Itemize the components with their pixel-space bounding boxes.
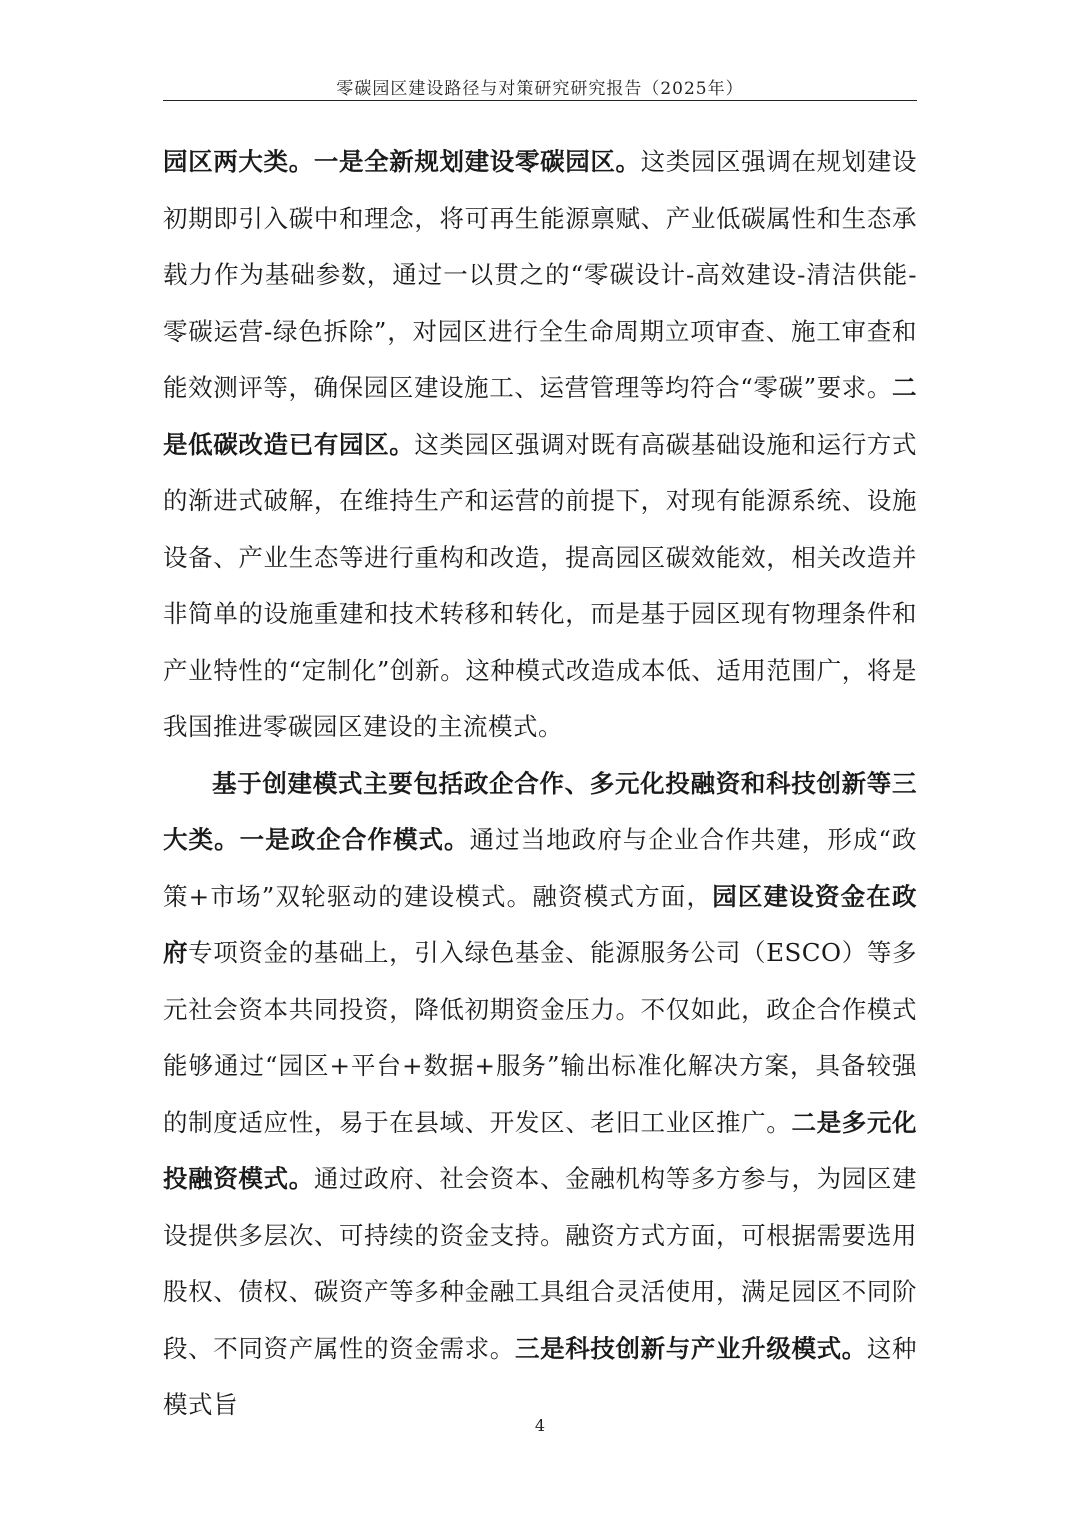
- page-header: 零碳园区建设路径与对策研究研究报告（2025年）: [336, 79, 744, 99]
- bold-text: 二是多元化投融资模式。: [163, 1107, 918, 1193]
- body-text: 通过政府、社会资本、金融机构等多方参与，为园区建设提供多层次、可持续的资金支持。融资方式方面，可根据需要选用股权、债权、碳资产等多种金融工具组合灵活使用，满足园区不同阶段、不同资产属性的资金需求。: [163, 1164, 917, 1363]
- bold-text: 基于创建模式主要包括政企合作、多元化投融资和科技创新等三大类。一是政企合作模式。: [163, 768, 917, 854]
- body-text: 这类园区强调对既有高碳基础设施和运行方式的渐进式破解，在维持生产和运营的前提下，对现有能源系统、设施设备、产业生态等进行重构和改造，提高园区碳效能效，相关改造并非简单的设施重建和技术转移和转化，而是基于园区现有物理条件和产业特性的“定制化”创新。这种模式改造成本低、适用范围广，将是我国推进零碳园区建设的主流模式。: [163, 429, 918, 741]
- bold-text: 园区两大类。一是全新规划建设零碳园区。: [163, 147, 641, 176]
- document-body: [163, 134, 917, 1434]
- bold-text: 三是科技创新与产业升级模式。: [514, 1333, 867, 1363]
- body-text: 专项资金的基础上，引入绿色基金、能源服务公司（ESCO）等多元社会资本共同投资，降低初期资金压力。不仅如此，政企合作模式能够通过“园区+平台+数据+服务”输出标准化解决方案，具备较强的制度适应性，易于在县域、开发区、老旧工业区推广。: [163, 938, 918, 1137]
- bold-text: 园区建设资金在政府: [163, 881, 917, 967]
- body-text: 这类园区强调在规划建设初期即引入碳中和理念，将可再生能源禀赋、产业低碳属性和生态承载力作为基础参数，通过一以贯之的“零碳设计-高效建设-清洁供能-零碳运营-绿色拆除”，对园区进行全生命周期立项审查、施工审查和能效测评等，确保园区建设施工、运营管理等均符合“零碳”要求。: [163, 147, 918, 402]
- bold-text: 二是低碳改造已有园区。: [163, 373, 917, 459]
- paragraph-creation-modes: [163, 756, 917, 1434]
- page-number: 4: [534, 1416, 546, 1435]
- paragraph-park-types: [163, 134, 917, 756]
- body-text: 这种模式旨: [163, 1333, 918, 1419]
- header-rule: [163, 100, 917, 101]
- body-text: 通过当地政府与企业合作共建，形成“政策+市场”双轮驱动的建设模式。融资模式方面，: [163, 825, 917, 911]
